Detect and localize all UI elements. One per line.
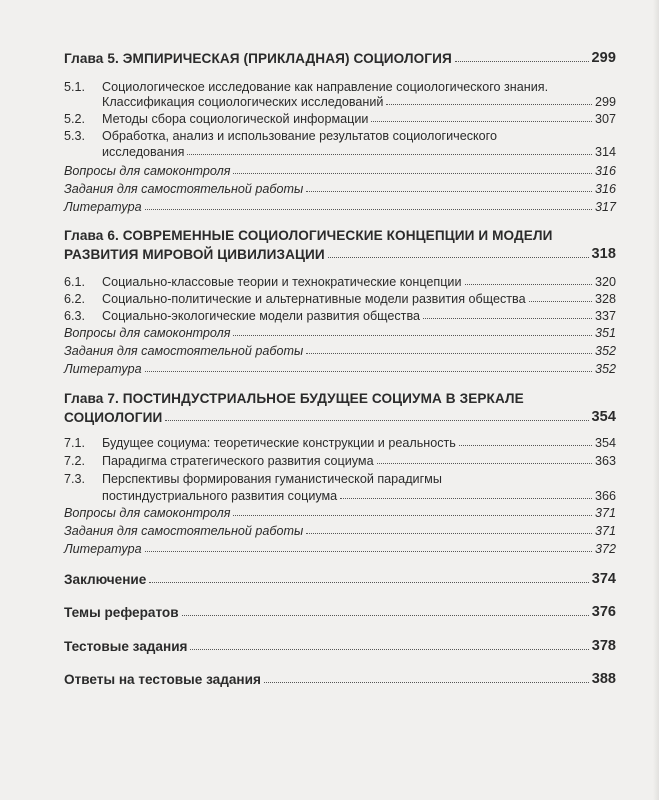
page-number: 316 xyxy=(594,182,616,196)
section-5-2[interactable]: 5.2. Методы сбора социологической информации 307 xyxy=(64,112,616,126)
page-number: 366 xyxy=(594,489,616,503)
chapter-6-heading-cont[interactable]: РАЗВИТИЯ МИРОВОЙ ЦИВИЛИЗАЦИИ 318 xyxy=(64,246,616,262)
page-number: 337 xyxy=(594,309,616,323)
section-5-3-cont[interactable]: исследования 314 xyxy=(64,145,616,159)
page-number: 372 xyxy=(594,542,616,556)
review-questions-5[interactable]: Вопросы для самоконтроля 316 xyxy=(64,164,616,178)
page-number: 299 xyxy=(591,50,616,66)
page-number: 376 xyxy=(591,604,616,620)
page-number: 363 xyxy=(594,454,616,468)
chapter-7-heading-cont[interactable]: СОЦИОЛОГИИ 354 xyxy=(64,409,616,425)
page-number: 318 xyxy=(591,246,616,262)
section-6-2[interactable]: 6.2. Социально-политические и альтернативные модели развития общества 328 xyxy=(64,292,616,306)
section-7-3-cont[interactable]: постиндустриального развития социума 366 xyxy=(64,489,616,503)
assignments-5[interactable]: Задания для самостоятельной работы 316 xyxy=(64,182,616,196)
page-number: 299 xyxy=(594,95,616,109)
section-7-3[interactable]: 7.3. Перспективы формирования гуманистической парадигмы xyxy=(64,472,442,486)
page-number: 317 xyxy=(594,200,616,214)
page-number: 378 xyxy=(591,638,616,654)
section-7-1[interactable]: 7.1. Будущее социума: теоретические конструкции и реальность 354 xyxy=(64,436,616,450)
page-edge-shadow xyxy=(653,0,659,800)
page-number: 352 xyxy=(594,362,616,376)
page-number: 371 xyxy=(594,524,616,538)
literature-6[interactable]: Литература 352 xyxy=(64,362,616,376)
essay-topics-entry[interactable]: Темы рефератов 376 xyxy=(64,604,616,620)
section-5-3[interactable]: 5.3. Обработка, анализ и использование результатов социологического xyxy=(64,129,497,143)
literature-5[interactable]: Литература 317 xyxy=(64,200,616,214)
page-number: 316 xyxy=(594,164,616,178)
section-5-1-cont[interactable]: Классификация социологических исследований 299 xyxy=(64,95,616,109)
review-questions-6[interactable]: Вопросы для самоконтроля 351 xyxy=(64,326,616,340)
test-tasks-entry[interactable]: Тестовые задания 378 xyxy=(64,638,616,654)
page-number: 320 xyxy=(594,275,616,289)
literature-7[interactable]: Литература 372 xyxy=(64,542,616,556)
test-answers-entry[interactable]: Ответы на тестовые задания 388 xyxy=(64,671,616,687)
assignments-7[interactable]: Задания для самостоятельной работы 371 xyxy=(64,524,616,538)
chapter-6-heading[interactable]: Глава 6. СОВРЕМЕННЫЕ СОЦИОЛОГИЧЕСКИЕ КОНЦЕПЦИИ И МОДЕЛИ xyxy=(64,228,553,243)
chapter-7-heading[interactable]: Глава 7. ПОСТИНДУСТРИАЛЬНОЕ БУДУЩЕЕ СОЦИУМА В ЗЕРКАЛЕ xyxy=(64,391,524,406)
page-number: 314 xyxy=(594,145,616,159)
page-number: 328 xyxy=(594,292,616,306)
section-6-1[interactable]: 6.1. Социально-классовые теории и технократические концепции 320 xyxy=(64,275,616,289)
section-7-2[interactable]: 7.2. Парадигма стратегического развития социума 363 xyxy=(64,454,616,468)
section-6-3[interactable]: 6.3. Социально-экологические модели развития общества 337 xyxy=(64,309,616,323)
assignments-6[interactable]: Задания для самостоятельной работы 352 xyxy=(64,344,616,358)
page-number: 354 xyxy=(594,436,616,450)
review-questions-7[interactable]: Вопросы для самоконтроля 371 xyxy=(64,506,616,520)
page-number: 374 xyxy=(591,571,616,587)
page-number: 388 xyxy=(591,671,616,687)
section-5-1[interactable]: 5.1. Социологическое исследование как направление социологического знания. xyxy=(64,80,549,94)
conclusion-entry[interactable]: Заключение 374 xyxy=(64,571,616,587)
page-number: 352 xyxy=(594,344,616,358)
page-number: 354 xyxy=(591,409,616,425)
page-number: 371 xyxy=(594,506,616,520)
chapter-5-heading[interactable]: Глава 5. ЭМПИРИЧЕСКАЯ (ПРИКЛАДНАЯ) СОЦИОЛОГИЯ 299 xyxy=(64,50,616,66)
page-number: 351 xyxy=(594,326,616,340)
page-number: 307 xyxy=(594,112,616,126)
